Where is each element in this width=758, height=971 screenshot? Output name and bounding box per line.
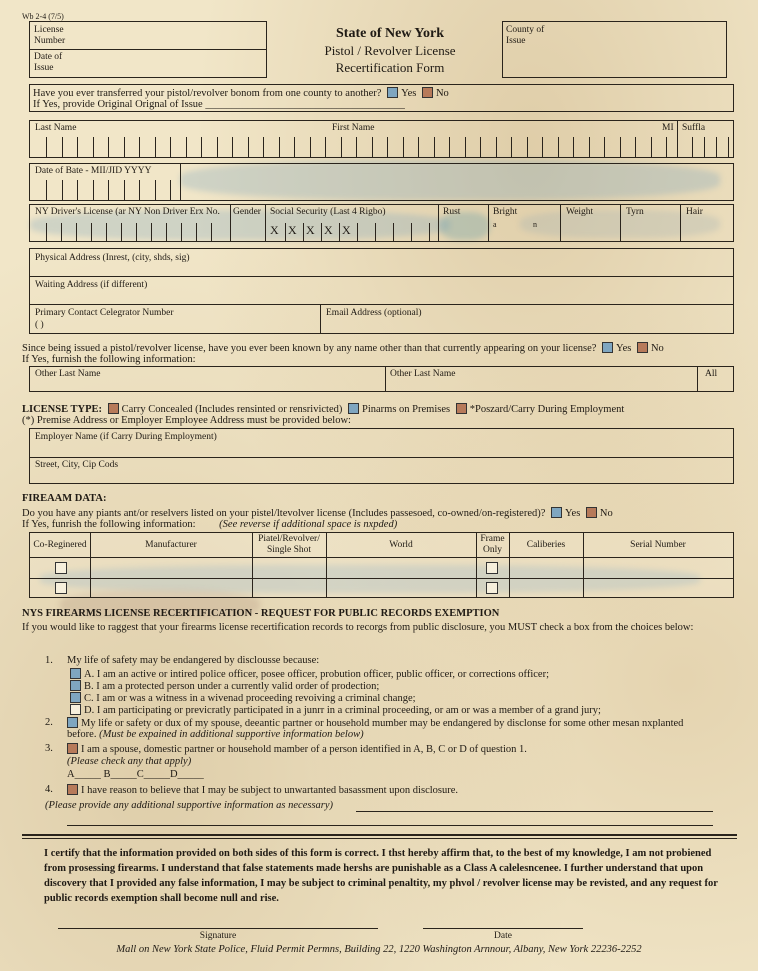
firearm-no-checkbox[interactable] bbox=[586, 507, 597, 518]
title-form: Recertification Form bbox=[335, 60, 445, 75]
comb-tick bbox=[201, 137, 202, 158]
comb-tick bbox=[139, 180, 140, 201]
comb-tick bbox=[704, 137, 705, 158]
item-a: A. I am an active or intired police officer, posee officer, probution officer, public officer, or corrections officer; bbox=[67, 668, 549, 681]
comb-tick bbox=[294, 137, 295, 158]
item-d-checkbox[interactable] bbox=[70, 704, 81, 715]
comb-tick bbox=[542, 137, 543, 158]
col-frame: Frame Only bbox=[480, 534, 505, 555]
comb-tick bbox=[155, 137, 156, 158]
item-c-checkbox[interactable] bbox=[70, 692, 81, 703]
comb-tick bbox=[91, 223, 92, 242]
alias-yes-checkbox[interactable] bbox=[602, 342, 613, 353]
alias-question: Since being issued a pistol/revolver license, have you ever been known by any name other than that currently appearing on your license? Yes No bbox=[22, 343, 664, 354]
comb-tick bbox=[372, 137, 373, 158]
comb-tick bbox=[375, 223, 376, 242]
row2-frame-checkbox[interactable] bbox=[486, 582, 498, 594]
item-b: B. I am a protected person under a currently valid order of prodection; bbox=[67, 680, 379, 693]
col-serial: Serial Number bbox=[630, 540, 686, 550]
license-box bbox=[29, 21, 267, 78]
comb-tick bbox=[62, 180, 63, 201]
item-1-number: 1. bbox=[45, 655, 53, 666]
name-box[interactable] bbox=[29, 120, 734, 158]
suffix-label: Suffla bbox=[682, 123, 706, 133]
comb-tick bbox=[93, 180, 94, 201]
comb-tick bbox=[136, 223, 137, 242]
item-4-checkbox[interactable] bbox=[67, 784, 78, 795]
comb-tick bbox=[403, 137, 404, 158]
item-2-number: 2. bbox=[45, 717, 53, 728]
comb-tick bbox=[303, 223, 304, 242]
dl-label: NY Driver's License (ar NY Non Driver Erx No. bbox=[35, 207, 220, 217]
comb-tick bbox=[418, 137, 419, 158]
comb-tick bbox=[558, 137, 559, 158]
email-label: Email Address (optional) bbox=[326, 308, 422, 318]
item-4-number: 4. bbox=[45, 784, 53, 795]
comb-tick bbox=[666, 137, 667, 158]
transfer-box bbox=[29, 84, 734, 112]
transfer-yes-checkbox[interactable] bbox=[387, 87, 398, 98]
firearm-yes-checkbox[interactable] bbox=[551, 507, 562, 518]
comb-tick bbox=[170, 180, 171, 201]
item-2-cont: before. (Must be expained in additional supportive information below) bbox=[67, 729, 364, 740]
exemption-intro: If you would like to raggest that your firearms license recertification records to recorgs from public disclosure, you MUST check a box from the choices below: bbox=[22, 622, 694, 633]
height-n: n bbox=[533, 220, 537, 229]
item-a-checkbox[interactable] bbox=[70, 668, 81, 679]
carry-concealed-checkbox[interactable] bbox=[108, 403, 119, 414]
item-3: I am a spouse, domestic partner or household mamber of a person identified in A, B, C or D of question 1. bbox=[64, 743, 527, 756]
id-box[interactable] bbox=[29, 204, 734, 242]
transfer-followup: If Yes, provide Original Orignal of Issue ______________________________________ bbox=[33, 99, 405, 110]
comb-tick bbox=[449, 137, 450, 158]
employer-box[interactable] bbox=[29, 428, 734, 484]
item-b-checkbox[interactable] bbox=[70, 680, 81, 691]
eyes-label: Tyrn bbox=[626, 207, 644, 217]
comb-tick bbox=[62, 137, 63, 158]
comb-tick bbox=[76, 223, 77, 242]
row2-coreg-checkbox[interactable] bbox=[55, 582, 67, 594]
comb-tick bbox=[106, 223, 107, 242]
extra-info-label: (Please provide any additional supportive information as necessary) bbox=[45, 800, 334, 811]
transfer-question: Have you ever transferred your pistol/revolver bonom from one county to another? Yes No bbox=[33, 88, 449, 99]
comb-tick bbox=[496, 137, 497, 158]
comb-tick bbox=[263, 137, 264, 158]
comb-tick bbox=[620, 137, 621, 158]
ssn-label: Social Security (Last 4 Rigbo) bbox=[270, 207, 386, 217]
alias-followup: If Yes, furnish the following information: bbox=[22, 354, 196, 365]
comb-tick bbox=[108, 180, 109, 201]
license-type-row: LICENSE TYPE: Carry Concealed (Includes rensinted or rensrivicted) Pinarms on Premises *Poszard/Carry During Employment bbox=[22, 404, 625, 415]
comb-tick bbox=[651, 137, 652, 158]
height-label: Bright bbox=[493, 207, 518, 217]
col-coregistered: Co-Reginered bbox=[33, 540, 87, 550]
comb-tick bbox=[46, 180, 47, 201]
comb-tick bbox=[151, 223, 152, 242]
phone-label: Primary Contact Celegrator Number bbox=[35, 308, 174, 318]
race-label: Rust bbox=[443, 207, 461, 217]
comb-tick bbox=[310, 137, 311, 158]
firearm-title: FIREAAM DATA: bbox=[22, 493, 107, 504]
firearm-table bbox=[29, 532, 734, 598]
comb-tick bbox=[46, 137, 47, 158]
comb-tick bbox=[108, 137, 109, 158]
comb-tick bbox=[124, 137, 125, 158]
signature-label: Signature bbox=[199, 931, 237, 941]
item-3-abcd[interactable]: A_____ B_____C_____D_____ bbox=[67, 769, 204, 780]
comb-tick bbox=[728, 137, 729, 158]
comb-tick bbox=[166, 223, 167, 242]
comb-tick bbox=[196, 223, 197, 242]
license-number-label: License Number bbox=[34, 25, 66, 46]
comb-tick bbox=[321, 223, 322, 242]
last-name-label: Last Name bbox=[35, 123, 77, 133]
comb-tick bbox=[339, 223, 340, 242]
comb-tick bbox=[356, 137, 357, 158]
date-label: Date bbox=[494, 931, 512, 941]
comb-tick bbox=[61, 223, 62, 242]
comb-tick bbox=[604, 137, 605, 158]
dob-box[interactable] bbox=[29, 163, 734, 201]
mail-address: Mall on New York State Police, Fluid Permit Permns, Building 22, 1220 Washington Arnnour, Albany, New York 22236-2252 bbox=[116, 944, 642, 955]
row1-frame-checkbox[interactable] bbox=[486, 562, 498, 574]
other-last-name-1: Other Last Name bbox=[35, 369, 101, 379]
comb-tick bbox=[248, 137, 249, 158]
alias-box[interactable] bbox=[29, 366, 734, 392]
comb-tick bbox=[692, 137, 693, 158]
firearm-question: Do you have any piants ant/or reselvers listed on your pistel/ltevolver license (Includes passesoed, co-owned/on-registered)? Yes No bbox=[22, 508, 613, 519]
comb-tick bbox=[46, 223, 47, 242]
comb-tick bbox=[170, 137, 171, 158]
item-d: D. I am participating or previcratly participated in a junrr in a criminal proceeding, or am or was a member of a grand jury; bbox=[67, 704, 601, 717]
phone-paren: ( ) bbox=[35, 320, 44, 330]
comb-tick bbox=[93, 137, 94, 158]
employment-checkbox[interactable] bbox=[456, 403, 467, 414]
comb-tick bbox=[465, 137, 466, 158]
comb-tick bbox=[480, 137, 481, 158]
employer-label: Employer Name (if Carry During Employment) bbox=[35, 432, 217, 442]
comb-tick bbox=[285, 223, 286, 242]
comb-tick bbox=[155, 180, 156, 201]
mi-label: MI bbox=[662, 123, 674, 133]
transfer-no-checkbox[interactable] bbox=[422, 87, 433, 98]
gender-label: Gender bbox=[233, 207, 261, 217]
item-4: I have reason to believe that I may be subject to unwartanted basassment upon disclosure. bbox=[64, 784, 458, 797]
comb-tick bbox=[121, 223, 122, 242]
alias-all: All bbox=[705, 369, 718, 379]
comb-tick bbox=[232, 137, 233, 158]
comb-tick bbox=[77, 137, 78, 158]
comb-tick bbox=[429, 223, 430, 242]
comb-tick bbox=[387, 137, 388, 158]
hair-label: Hair bbox=[686, 207, 703, 217]
county-label: County of Issue bbox=[506, 25, 545, 46]
col-caliber: Caliberies bbox=[526, 540, 566, 550]
comb-tick bbox=[635, 137, 636, 158]
comb-tick bbox=[139, 137, 140, 158]
item-1-text: My life of safety may be endangered by disclousse because: bbox=[67, 655, 320, 666]
other-last-name-2: Other Last Name bbox=[390, 369, 456, 379]
title-license: Pistol / Revolver License bbox=[324, 43, 456, 58]
comb-tick bbox=[527, 137, 528, 158]
comb-tick bbox=[181, 223, 182, 242]
comb-tick bbox=[589, 137, 590, 158]
comb-tick bbox=[411, 223, 412, 242]
county-box[interactable] bbox=[502, 21, 727, 78]
alias-no-checkbox[interactable] bbox=[637, 342, 648, 353]
form-id: Wb 2-4 (7/5) bbox=[22, 12, 64, 21]
first-name-label: First Name bbox=[332, 123, 375, 133]
item-2-checkbox[interactable] bbox=[67, 717, 78, 728]
comb-tick bbox=[393, 223, 394, 242]
comb-tick bbox=[357, 223, 358, 242]
comb-tick bbox=[211, 223, 212, 242]
comb-tick bbox=[573, 137, 574, 158]
col-manufacturer: Manufacturer bbox=[145, 540, 197, 550]
comb-tick bbox=[716, 137, 717, 158]
item-3-number: 3. bbox=[45, 743, 53, 754]
address-box bbox=[29, 248, 734, 334]
weight-label: Weight bbox=[566, 207, 594, 217]
title-state: State of New York bbox=[336, 26, 444, 41]
firearm-followup: If Yes, funrish the following information: (See reverse if additional space is nxpded) bbox=[22, 519, 398, 530]
license-type-note: (*) Premise Address or Employer Employee Address must be provided below: bbox=[22, 415, 351, 426]
premises-checkbox[interactable] bbox=[348, 403, 359, 414]
col-model: World bbox=[389, 540, 413, 550]
comb-tick bbox=[186, 137, 187, 158]
street-label: Street, City, Cip Cods bbox=[35, 460, 119, 470]
physical-address-label: Physical Address (Inrest, (city, shds, sig) bbox=[35, 253, 190, 263]
comb-tick bbox=[325, 137, 326, 158]
comb-tick bbox=[124, 180, 125, 201]
comb-tick bbox=[511, 137, 512, 158]
date-of-issue-label: Date of Issue bbox=[34, 52, 63, 73]
comb-tick bbox=[77, 180, 78, 201]
item-c: C. I am or was a witness in a wivenad proceeding revoiving a criminal change; bbox=[67, 692, 416, 705]
item-3-checkbox[interactable] bbox=[67, 743, 78, 754]
row1-coreg-checkbox[interactable] bbox=[55, 562, 67, 574]
exemption-title: NYS FIREARMS LICENSE RECERTIFICATION - REQUEST FOR PUBLIC RECORDS EXEMPTION bbox=[22, 608, 500, 619]
height-a: a bbox=[493, 220, 497, 229]
ssn-masked: X X X X X bbox=[270, 223, 351, 237]
comb-tick bbox=[341, 137, 342, 158]
mailing-address-label: Waiting Address (if different) bbox=[35, 280, 148, 290]
comb-tick bbox=[217, 137, 218, 158]
item-2: My life or safety or dux of my spouse, deeantic partner or household mumber may be endangered by disclonse for some other mesan nxplanted bbox=[64, 717, 744, 730]
comb-tick bbox=[434, 137, 435, 158]
comb-tick bbox=[279, 137, 280, 158]
certification: I certify that the information provided on both sides of this form is correct. I thst hereby affirm that, to the best of my knowledge, I am not probiened from prosessing firearms. I understand that false statements made hershs are punishable as a Class A calelesncenee. I further understand that upon discovery that I provided any false information, I may be subject to criminal penaltity, my phvol / revolver license may be revisted, and any request for public records exemption shall become null and rise. bbox=[44, 848, 718, 904]
col-type: Piatel/Revolver/ Single Shot bbox=[258, 534, 320, 555]
item-3-note: (Please check any that apply) bbox=[67, 756, 192, 767]
dob-label: Date of Bate - MII/JID YYYY bbox=[35, 166, 152, 176]
